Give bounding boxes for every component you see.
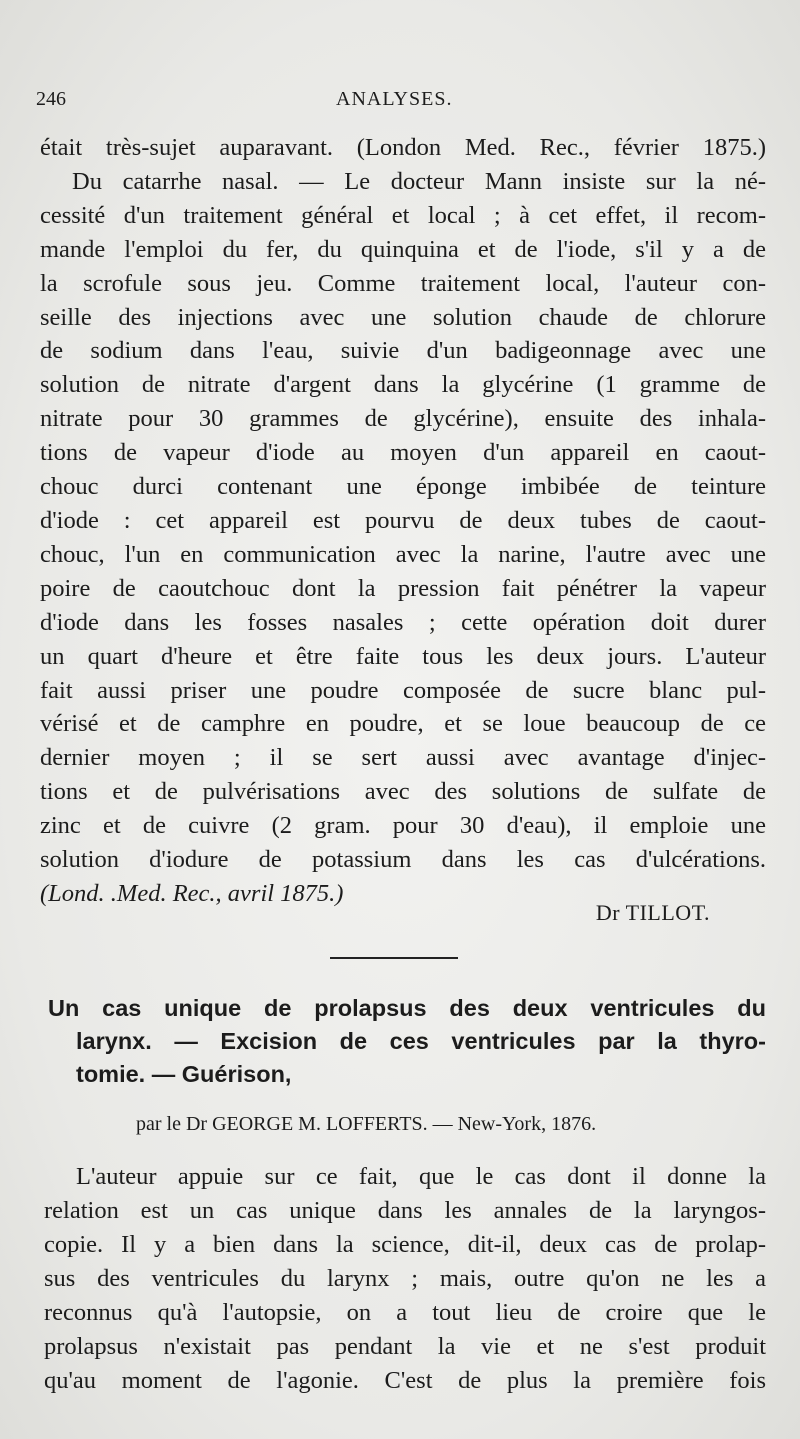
article-title [48,992,766,1091]
text-line: la scrofule sous jeu. Comme traitement local, l'auteur con- [40,269,766,297]
text-line: (Lond. .Med. Rec., avril 1875.) [40,879,344,907]
page-header [36,88,764,118]
text-line: solution d'iodure de potassium dans les cas d'ulcérations. [40,846,766,874]
text-line: cessité d'un traitement général et local ; à cet effet, il recom- [40,201,766,229]
text-line: zinc et de cuivre (2 gram. pour 30 d'eau), il emploie une [40,812,766,840]
previous-article-text [40,131,766,911]
text-line: reconnus qu'à l'autopsie, on a tout lieu de croire que le [44,1299,766,1326]
text-line: un quart d'heure et être faite tous les deux jours. L'auteur [40,642,766,670]
text-line: fait aussi priser une poudre composée de sucre blanc pul- [40,676,766,704]
text-line: poire de caoutchouc dont la pression fait pénétrer la vapeur [40,574,766,602]
text-line: prolapsus n'existait pas pendant la vie et ne s'est produit [44,1333,766,1360]
text-line: sus des ventricules du larynx ; mais, outre qu'on ne les a [44,1265,766,1292]
text-line: relation est un cas unique dans les annales de la laryngos- [44,1197,766,1224]
text-line: nitrate pour 30 grammes de glycérine), ensuite des inhala- [40,405,766,433]
text-line: était très-sujet auparavant. (London Med. Rec., février 1875.) [40,134,766,161]
text-line: de sodium dans l'eau, suivie d'un badigeonnage avec une [40,337,766,365]
article-body [44,1160,766,1398]
text-line: d'iode dans les fosses nasales ; cette opération doit durer [40,608,766,636]
text-line: solution de nitrate d'argent dans la glycérine (1 gramme de [40,371,766,399]
text-line: seille des injections avec une solution chaude de chlorure [40,303,766,331]
text-line: chouc durci contenant une éponge imbibée de teinture [40,473,766,501]
text-line: tions et de pulvérisations avec des solutions de sulfate de [40,778,766,806]
title-line: Un cas unique de prolapsus des deux ventricules du [48,995,766,1021]
text-line: chouc, l'un en communication avec la narine, l'autre avec une [40,540,766,568]
author-signature: Dr TILLOT. [595,900,710,925]
text-line: L'auteur appuie sur ce fait, que le cas dont il donne la [76,1163,766,1190]
text-line: mande l'emploi du fer, du quinquina et de l'iode, s'il y a de [40,235,766,263]
article-byline: par le Dr GEORGE M. LOFFERTS. — New-York, 1876. [136,1113,597,1135]
running-head: ANALYSES. [336,88,453,110]
text-line: qu'au moment de l'agonie. C'est de plus la première fois [44,1367,766,1394]
text-line: Du catarrhe nasal. — Le docteur Mann insiste sur la né- [72,167,766,195]
text-line: dernier moyen ; il se sert aussi avec avantage d'injec- [40,744,766,772]
title-line: tomie. — Guérison, [76,1061,292,1087]
section-divider [330,957,458,959]
title-line: larynx. — Excision de ces ventricules par la thyro- [76,1028,766,1054]
text-line: tions de vapeur d'iode au moyen d'un appareil en caout- [40,439,766,467]
page-number: 246 [36,88,66,110]
text-line: copie. Il y a bien dans la science, dit-il, deux cas de prolap- [44,1231,766,1258]
text-line: vérisé et de camphre en poudre, et se loue beaucoup de ce [40,710,766,738]
text-line: d'iode : cet appareil est pourvu de deux tubes de caout- [40,506,766,534]
